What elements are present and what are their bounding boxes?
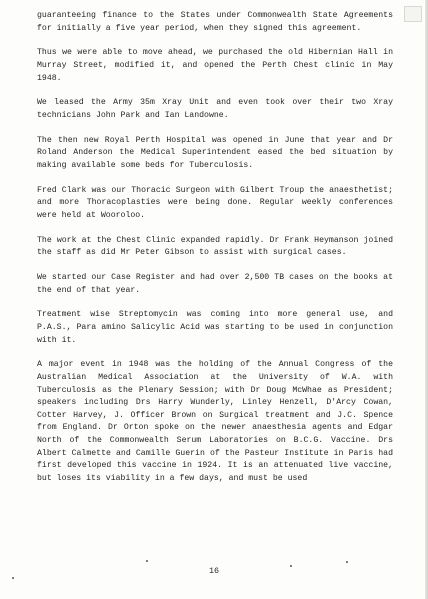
paragraph-chest-clinic: The work at the Chest Clinic expanded rapidly. Dr Frank Heymanson joined the staff as did Mr Peter Gibson to assist with surgical cases.	[37, 235, 393, 258]
scan-speck	[346, 561, 348, 563]
paragraph-royal-perth-hospital: The then new Royal Perth Hospital was opened in June that year and Dr Roland Anderson the Medical Superintendent eased the bed situation by making available some beds for Tuberculosis.	[37, 135, 393, 170]
paragraph-finance: guaranteeing finance to the States under Commonwealth State Agreements for initially a five year period, when they signed this agreement.	[37, 11, 393, 33]
paragraph-treatment: Treatment wise Streptomycin was coming into more general use, and P.A.S., Para amino Salicylic Acid was starting to be used in conjunction with it.	[37, 310, 393, 345]
paragraph-xray-unit: We leased the Army 35m Xray Unit and even took over their two Xray technicians John Park and Ian Landowne.	[37, 98, 393, 120]
scan-speck	[290, 565, 292, 567]
page-number: 16	[208, 566, 220, 576]
paragraph-case-register: We started our Case Register and had over 2,500 TB cases on the books at the end of that year.	[37, 273, 393, 295]
paragraph-hibernian-hall: Thus we were able to move ahead, we purchased the old Hibernian Hall in Murray Street, modified it, and opened the Perth Chest clinic in May 1948.	[37, 48, 393, 83]
paragraph-congress: A major event in 1948 was the holding of the Annual Congress of the Australian Medical Association at the University of W.A. with Tuberculosis as the Plenary Session; with Dr Doug McWhae as President; speakers including Drs Harry Wunderly, Linley Henzell, D'Arcy Cowan, Cotter Harvey, J. Officer Brown on Surgical treatment and J.C. Spence from England. Dr Orton spoke on the newer anaesthesia agents and Edgar North of the Commonwealth Serum Laboratories on B.C.G. Vaccine. Drs Albert Calmette and Camille Guerin of the Pasteur Institute in Paris had first developed this vaccine in 1924. It is an attenuated live vaccine, but loses its viability in a few days, and must be used	[37, 360, 393, 483]
scan-speck	[12, 577, 14, 579]
body-text	[37, 10, 393, 498]
paragraph-thoracic-surgeon: Fred Clark was our Thoracic Surgeon with Gilbert Troup the anaesthetist; and more Thoracoplasties were being done. Regular weekly conferences were held at Wooroloo.	[37, 185, 393, 220]
scan-speck	[146, 560, 148, 562]
scan-corner-mark	[404, 6, 422, 22]
